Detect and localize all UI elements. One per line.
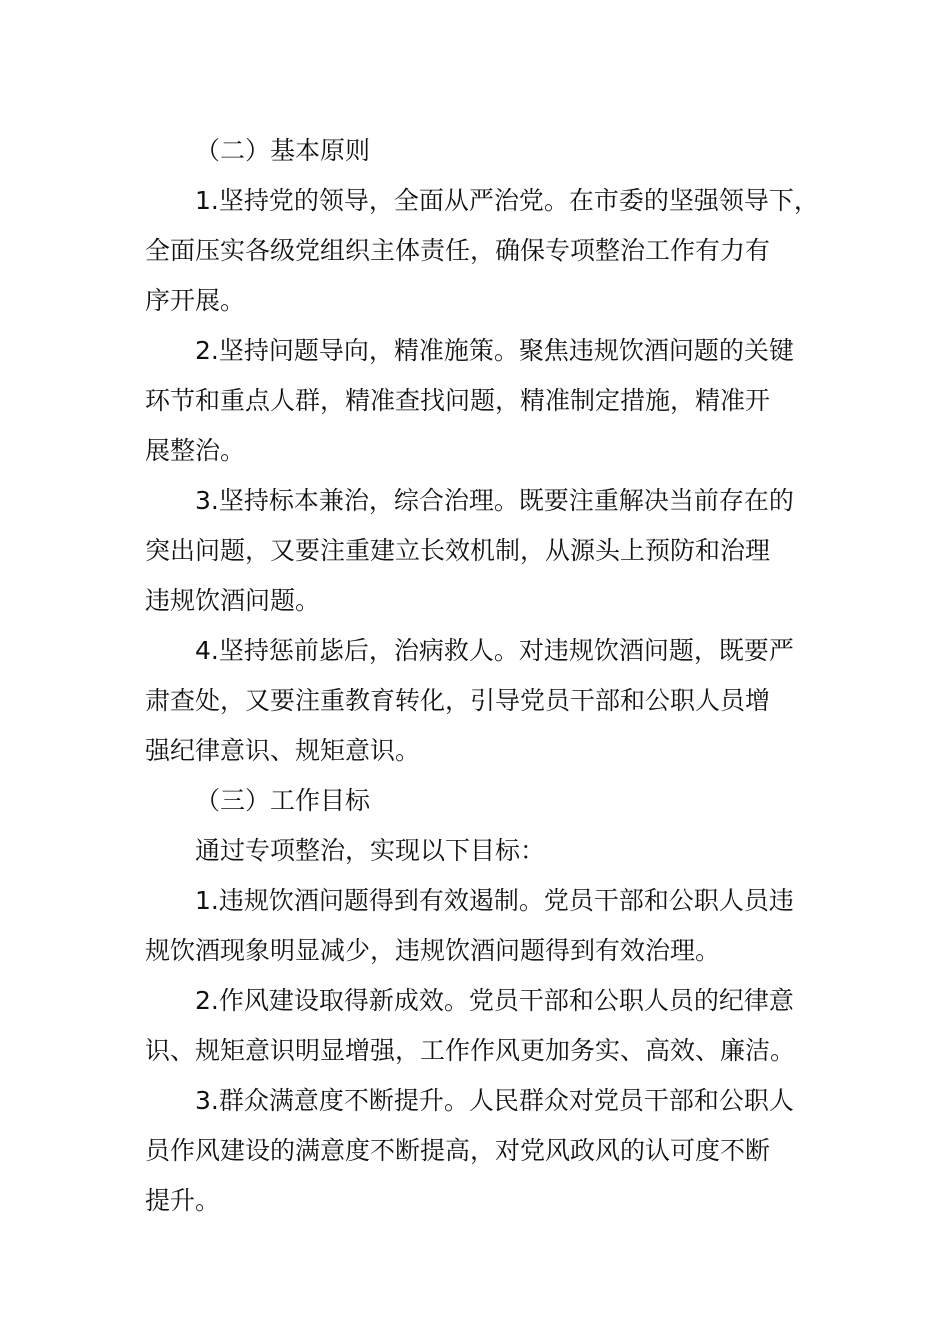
principle-3-line-2: 突出问题，又要注重建立长效机制，从源头上预防和治理: [145, 536, 771, 565]
principle-4-line-3: 强纪律意识、规矩意识。: [145, 736, 421, 765]
goal-3-line-1: 3.群众满意度不断提升。人民群众对党员干部和公职人: [195, 1086, 794, 1115]
goal-1-line-2: 规饮酒现象明显减少，违规饮酒问题得到有效治理。: [145, 936, 721, 965]
section-heading-basic-principles: （二）基本原则: [195, 136, 371, 165]
document-body: [145, 126, 819, 1226]
principle-2-line-2: 环节和重点人群，精准查找问题，精准制定措施，精准开: [145, 386, 771, 415]
section-heading-work-goals: （三）工作目标: [195, 786, 371, 815]
goal-2-line-2: 识、规矩意识明显增强，工作作风更加务实、高效、廉洁。: [145, 1036, 796, 1065]
principle-4-line-2: 肃查处，又要注重教育转化，引导党员干部和公职人员增: [145, 686, 771, 715]
goals-intro: 通过专项整治，实现以下目标：: [195, 836, 546, 865]
goal-1-line-1: 1.违规饮酒问题得到有效遏制。党员干部和公职人员违: [195, 886, 794, 915]
principle-2-line-3: 展整治。: [145, 436, 246, 465]
principle-2-line-1: 2.坚持问题导向，精准施策。聚焦违规饮酒问题的关键: [195, 336, 794, 365]
principle-3-line-1: 3.坚持标本兼治，综合治理。既要注重解决当前存在的: [195, 486, 794, 515]
principle-3-line-3: 违规饮酒问题。: [145, 586, 321, 615]
principle-1-line-3: 序开展。: [145, 286, 246, 315]
principle-1-line-2: 全面压实各级党组织主体责任，确保专项整治工作有力有: [145, 236, 771, 265]
goal-2-line-1: 2.作风建设取得新成效。党员干部和公职人员的纪律意: [195, 986, 794, 1015]
goal-3-line-2: 员作风建设的满意度不断提高，对党风政风的认可度不断: [145, 1136, 771, 1165]
goal-3-line-3: 提升。: [145, 1186, 221, 1215]
principle-4-line-1: 4.坚持惩前毖后，治病救人。对违规饮酒问题，既要严: [195, 636, 794, 665]
principle-1-line-1: 1.坚持党的领导，全面从严治党。在市委的坚强领导下，: [195, 186, 819, 215]
